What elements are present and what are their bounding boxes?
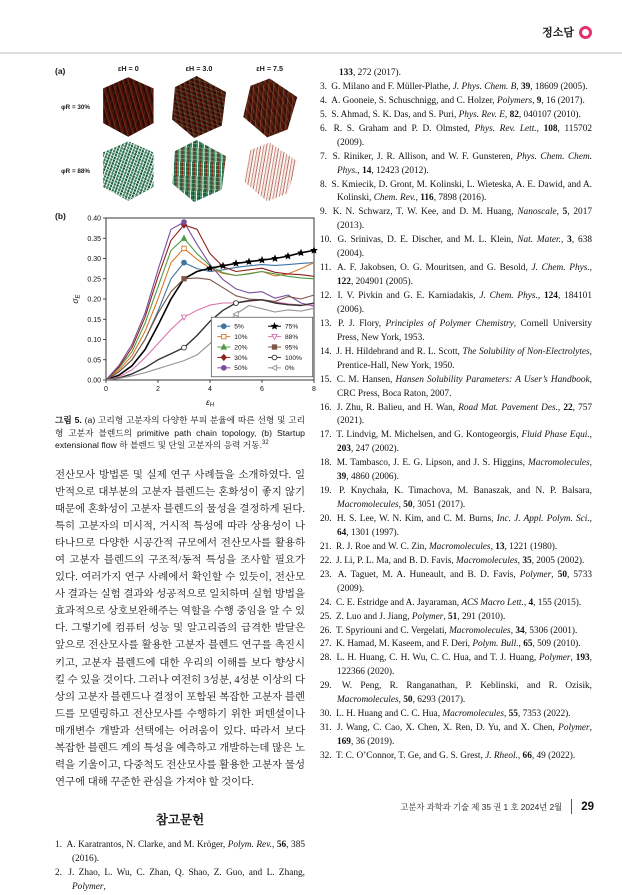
page-content xyxy=(55,64,592,895)
svg-text:95%: 95% xyxy=(285,344,299,352)
references-left xyxy=(55,839,305,895)
stress-chart xyxy=(69,211,321,407)
svg-text:εH: εH xyxy=(205,397,215,409)
svg-text:σE: σE xyxy=(70,294,82,304)
cube-render-30-75 xyxy=(240,76,300,138)
reference-item: 18. M. Tambasco, J. E. G. Lipson, and J. S. Higgins, Macromolecules, 39, 4860 (2006). xyxy=(320,458,592,483)
reference-item: 31. J. Wang, C. Cao, X. Chen, X. Ren, D. Yu, and X. Chen, Polymer, 169, 36 (2019). xyxy=(320,723,592,747)
footer-divider xyxy=(571,799,572,814)
svg-text:4: 4 xyxy=(208,386,212,393)
col-header-eh3: εH = 3.0 xyxy=(185,64,213,73)
figure5-panel-b xyxy=(55,211,316,409)
svg-text:0.10: 0.10 xyxy=(87,337,101,344)
reference-item: 1. A. Karatrantos, N. Clarke, and M. Kröger, Polym. Rev., 56, 385 (2016). xyxy=(55,840,305,864)
svg-text:0.25: 0.25 xyxy=(87,276,101,284)
reference-item: 5. S. Ahmad, S. K. Das, and S. Puri, Phys. Rev. E, 82, 040107 (2010). xyxy=(320,109,581,120)
svg-text:75%: 75% xyxy=(285,323,299,331)
reference-item: 22. J. Li, P. L. Ma, and B. D. Favis, Macromolecules, 35, 2005 (2002). xyxy=(320,555,585,566)
reference-item: 25. Z. Luo and J. Jiang, Polymer, 51, 291 (2010). xyxy=(320,611,506,622)
references-right xyxy=(320,67,592,764)
reference-item: 29. W. Peng, R. Ranganathan, P. Keblinski, and R. Ozisik, Macromolecules, 50, 6293 (2017). xyxy=(320,681,593,706)
reference-item: 24. C. E. Estridge and A. Jayaraman, ACS Macro Lett., 4, 155 (2015). xyxy=(320,597,582,608)
svg-text:88%: 88% xyxy=(285,334,299,342)
page-header xyxy=(542,24,592,40)
col-header-eh0: εH = 0 xyxy=(117,64,139,73)
cube-grid xyxy=(57,64,305,203)
svg-text:6: 6 xyxy=(260,386,264,393)
svg-text:100%: 100% xyxy=(285,354,302,362)
reference-item: 133, 272 (2017). xyxy=(339,68,401,78)
figure5-panel-a xyxy=(55,64,305,203)
reference-item: 28. L. H. Huang, C. H. Wu, C. C. Hua, and T. J. Huang, Polymer, 193, 122366 (2020). xyxy=(320,653,592,678)
svg-text:0.35: 0.35 xyxy=(87,235,101,243)
references-heading: 참고문헌 xyxy=(155,813,205,828)
reference-item: 17. T. Lindvig, M. Michelsen, and G. Kontogeorgis, Fluid Phase Equi., 203, 247 (2002). xyxy=(320,430,592,455)
cube-render-30-0 xyxy=(98,76,158,138)
reference-item: 6. R. S. Graham and P. D. Olmsted, Phys. Rev. Lett., 108, 115702 (2009). xyxy=(320,123,592,148)
reference-item: 12. I. V. Pivkin and G. E. Karniadakis, J. Chem. Phys., 124, 184101 (2006). xyxy=(320,291,592,315)
author-name: 정소담 xyxy=(542,27,574,39)
cube-render-88-75 xyxy=(240,140,300,202)
svg-text:50%: 50% xyxy=(234,365,248,373)
svg-text:0.05: 0.05 xyxy=(87,357,101,365)
svg-text:30%: 30% xyxy=(234,354,248,362)
caption-text: (a) 고리형 고분자의 다양한 부피 분율에 따른 선형 및 고리형 고분자 블렌드의 primitive path chain topology, (b) Startup extensional flow 하 블렌드 및 단일 고분자의 응력 거동. xyxy=(55,415,305,451)
journal-info: 고분자 과학과 기술 제 35 권 1 호 2024년 2월 xyxy=(400,801,563,812)
svg-text:0.20: 0.20 xyxy=(87,296,101,304)
page-number: 29 xyxy=(581,800,594,813)
svg-text:0: 0 xyxy=(104,386,108,393)
reference-item: 27. K. Hamad, M. Kaseem, and F. Deri, Polym. Bull., 65, 509 (2010). xyxy=(320,639,581,650)
svg-text:8: 8 xyxy=(312,386,316,393)
reference-item: 30. L. H. Huang and C. C. Hua, Macromolecules, 55, 7353 (2022). xyxy=(320,709,571,720)
reference-item: 14. J. H. Hildebrand and R. L. Scott, The Solubility of Non-Electrolytes, Prentice-Hall, New York, 1950. xyxy=(320,346,592,371)
reference-item: 10. G. Srinivas, D. E. Discher, and M. L. Klein, Nat. Mater., 3, 638 (2004). xyxy=(320,235,592,260)
reference-item: 9. K. N. Schwarz, T. W. Kee, and D. M. Huang, Nanoscale, 5, 2017 (2013). xyxy=(320,207,592,232)
reference-item: 2. J. Zhao, L. Wu, C. Zhan, Q. Shao, Z. Guo, and L. Zhang, Polymer, xyxy=(55,867,306,892)
reference-item: 19. P. Knychała, K. Timachova, M. Banaszak, and N. P. Balsara, Macromolecules, 50, 3051 (2017). xyxy=(320,486,592,511)
author-ring-icon xyxy=(579,26,592,39)
svg-text:5%: 5% xyxy=(234,323,244,331)
reference-item: 21. R. J. Roe and W. C. Zin, Macromolecules, 13, 1221 (1980). xyxy=(320,541,558,552)
cube-render-88-0 xyxy=(98,140,158,202)
svg-text:0.00: 0.00 xyxy=(87,377,101,385)
reference-item: 4. A. Gooneie, S. Schuschnigg, and C. Holzer, Polymers, 9, 16 (2017). xyxy=(320,95,585,106)
reference-item: 8. S. Kmiecik, D. Gront, M. Kolinski, L. Wieteska, A. E. Dawid, and A. Kolinski, Chem. Rev., 116, 7898 (2016). xyxy=(320,179,592,204)
col-header-eh75: εH = 7.5 xyxy=(256,64,284,73)
reference-item: 7. S. Riniker, J. R. Allison, and W. F. Gunsteren, Phys. Chem. Chem. Phys., 14, 12423 (2012). xyxy=(320,151,592,176)
svg-text:20%: 20% xyxy=(234,344,248,352)
body-paragraph: 전산모사 방법론 및 실제 연구 사례들을 소개하였다. 일반적으로 대부분의 고분자 블렌드는 혼화성이 좋지 않기 때문에 혼화성이 고분자 블렌드의 물성을 결정하게 된다. 특히 고분자의 미시적, 거시적 특성에 따라 상용성이 나타나므로 다양한 시공간적 규모에서 전산모사를 활용하여 고분자 블렌드의 구조적/동적 특성을 조사할 필요가 있다. 여러가지 연구 사례에서 확인할 수 있듯이, 전산모사 결과는 실험 결과와 성공적으로 일치하며 실험 방법을 효과적으로 상호보완해주는 역할을 수행 중임을 알 수 있다. 그렇기에 컴퓨터 성능 및 알고리즘의 급격한 발달은 앞으로 전산모사를 활용한 고분자 블렌드 연구를 촉진시키고, 고분자 블렌드에 대한 우리의 이해를 보다 향상시킬 수 있을 것이다. 그러나 여전히 3성분, 4성분 이상의 다상의 고분자 블렌드나 결정이 포함된 복잡한 고분자 블렌드를 모델링하고 전산모사를 수행하기 위한 퍼텐셜이나 매개변수 개발과 선택에는 어려움이 있다. 따라서 보다 복잡한 블렌드 계의 특성을 예측하고 개발하는데 많은 노력을 기울이고, 다중척도 전산모사를 활용한 고분자 물성 연구에 대해 꾸준한 관심을 가져야 할 것이다. xyxy=(55,469,305,788)
reference-item: 23. A. Taguet, M. A. Huneault, and B. D. Favis, Polymer, 50, 5733 (2009). xyxy=(320,569,592,594)
reference-item: 13. P. J. Flory, Principles of Polymer Chemistry, Cornell University Press, New York, 1953. xyxy=(320,318,593,343)
reference-item: 15. C. M. Hansen, Hansen Solubility Parameters: A User’s Handbook, CRC Press, Boca Raton, 2007. xyxy=(320,374,592,399)
page-footer xyxy=(400,799,594,814)
svg-text:0.30: 0.30 xyxy=(87,256,101,263)
right-column xyxy=(320,64,592,895)
panel-b-label: (b) xyxy=(55,211,66,221)
reference-item: 11. A. F. Jakobsen, O. G. Mouritsen, and G. Besold, J. Chem. Phys., 122, 204901 (2005). xyxy=(320,263,592,288)
row-label-30pct: φR = 30% xyxy=(61,103,90,111)
reference-item: 32. T. C. O’Connor, T. Ge, and G. S. Grest, J. Rheol., 66, 49 (2022). xyxy=(320,750,576,761)
svg-text:2: 2 xyxy=(156,386,160,393)
row-label-88pct: φR = 88% xyxy=(61,167,90,175)
reference-item: 26. T. Spyriouni and C. Vergelati, Macromolecules, 34, 5306 (2001). xyxy=(320,625,578,636)
caption-label: 그림 5. xyxy=(55,415,82,425)
caption-citation-sup: 32 xyxy=(262,440,269,447)
svg-text:0%: 0% xyxy=(285,365,295,373)
reference-item: 20. H. S. Lee, W. N. Kim, and C. M. Burns, Inc. J. Appl. Polym. Sci., 64, 1301 (1997). xyxy=(320,514,592,538)
reference-item: 16. J. Zhu, R. Balieu, and H. Wan, Road Mat. Pavement Des., 22, 757 (2021). xyxy=(320,402,593,427)
cube-render-30-3 xyxy=(169,76,229,138)
cube-render-88-3 xyxy=(169,140,229,202)
panel-a-label: (a) xyxy=(55,66,66,76)
svg-text:10%: 10% xyxy=(234,334,248,342)
reference-item: 3. G. Milano and F. Müller-Plathe, J. Phys. Chem. B, 39, 18609 (2005). xyxy=(320,81,588,92)
svg-text:0.40: 0.40 xyxy=(87,215,101,223)
figure5-caption xyxy=(55,414,305,452)
svg-text:0.15: 0.15 xyxy=(87,316,101,324)
header-divider xyxy=(0,52,622,54)
left-column xyxy=(55,64,316,895)
